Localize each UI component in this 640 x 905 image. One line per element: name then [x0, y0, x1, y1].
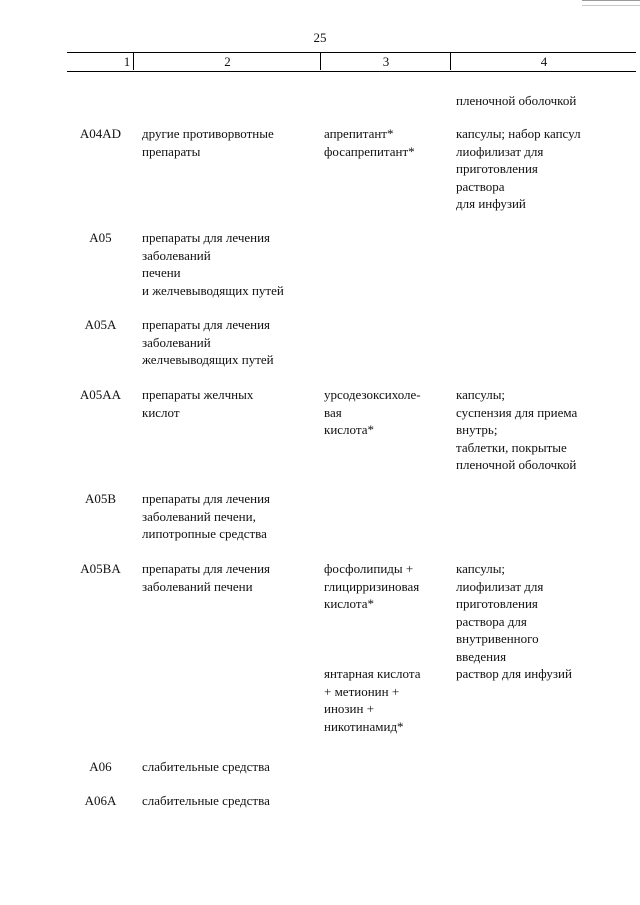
text-line: для инфузий: [456, 196, 526, 211]
atc-code: A05B: [84, 491, 117, 506]
text-line: внутривенного: [456, 631, 539, 646]
atc-code: A05BA: [80, 561, 121, 576]
text-line: препараты для лечения: [142, 317, 271, 332]
text-line: печени: [142, 265, 181, 280]
continuation-text: [456, 92, 636, 110]
atc-code: A05: [89, 230, 112, 245]
text-line: препараты для лечения: [142, 561, 271, 576]
header-bottom-rule: [67, 71, 636, 72]
dosage-forms: [456, 386, 636, 474]
text-line: препараты: [142, 143, 201, 159]
atc-code: A05AA: [79, 387, 122, 402]
drug-name: [324, 665, 452, 735]
text-line: никотинамид*: [324, 718, 404, 734]
drug-name: [324, 560, 452, 613]
text-line: пленочной оболочкой: [456, 93, 577, 108]
text-line: липотропные средства: [142, 526, 267, 541]
dosage-forms: [456, 665, 636, 683]
text-line: глицирризиновая: [324, 578, 420, 594]
atc-code: A05A: [84, 317, 117, 332]
text-line: желчевыводящих путей: [142, 352, 274, 367]
atc-code: A06A: [84, 793, 117, 808]
text-line: капсулы;: [456, 387, 506, 402]
text-line: раствора: [456, 178, 505, 194]
dosage-forms: [456, 560, 636, 665]
group-name: [142, 125, 322, 160]
text-line: приготовления: [456, 596, 538, 611]
text-line: инозин +: [324, 701, 375, 716]
text-line: + метионин +: [324, 683, 400, 699]
text-line: препараты для лечения: [142, 230, 271, 245]
page-number: 25: [313, 30, 327, 45]
atc-code: A06: [89, 759, 112, 774]
text-line: фосапрепитант*: [324, 143, 415, 159]
group-name: [142, 229, 322, 299]
corner-mark: [582, 0, 640, 6]
text-line: заболеваний печени: [142, 578, 253, 594]
text-line: внутрь;: [456, 422, 498, 437]
group-name: [142, 386, 322, 421]
text-line: приготовления: [456, 161, 538, 176]
group-name: [142, 316, 322, 369]
text-line: раствора для: [456, 613, 527, 629]
drug-name: [324, 125, 452, 160]
text-line: апрепитант*: [324, 126, 394, 141]
text-line: таблетки, покрытые: [456, 439, 567, 455]
text-line: введения: [456, 648, 507, 664]
text-line: лиофилизат для: [456, 143, 544, 159]
text-line: урсодезоксихоле-: [324, 387, 421, 402]
header-col-2: 2: [133, 53, 321, 70]
text-line: слабительные средства: [142, 759, 270, 774]
text-line: вая: [324, 404, 342, 420]
group-name: [142, 758, 322, 776]
text-line: янтарная кислота: [324, 666, 421, 681]
text-line: кислота*: [324, 596, 374, 611]
text-line: пленочной оболочкой: [456, 457, 577, 472]
text-line: раствор для инфузий: [456, 666, 572, 681]
text-line: заболеваний: [142, 334, 211, 350]
header-col-4: 4: [450, 53, 637, 70]
text-line: капсулы; набор капсул: [456, 126, 581, 141]
text-line: заболеваний печени,: [142, 508, 256, 524]
text-line: кислота*: [324, 422, 374, 437]
text-line: лиофилизат для: [456, 578, 544, 594]
header-col-3: 3: [320, 53, 451, 70]
text-line: суспензия для приема: [456, 404, 578, 420]
dosage-forms: [456, 125, 636, 213]
text-line: фосфолипиды +: [324, 561, 414, 576]
text-line: заболеваний: [142, 247, 211, 263]
group-name: [142, 490, 322, 543]
text-line: другие противорвотные: [142, 126, 274, 141]
atc-code: A04AD: [79, 126, 122, 141]
group-name: [142, 560, 322, 595]
text-line: капсулы;: [456, 561, 506, 576]
text-line: и желчевыводящих путей: [142, 282, 284, 298]
header-col-1: 1: [123, 54, 131, 69]
drug-name: [324, 386, 452, 439]
text-line: слабительные средства: [142, 793, 270, 808]
text-line: кислот: [142, 404, 180, 420]
group-name: [142, 792, 322, 810]
text-line: препараты желчных: [142, 387, 254, 402]
text-line: препараты для лечения: [142, 491, 271, 506]
